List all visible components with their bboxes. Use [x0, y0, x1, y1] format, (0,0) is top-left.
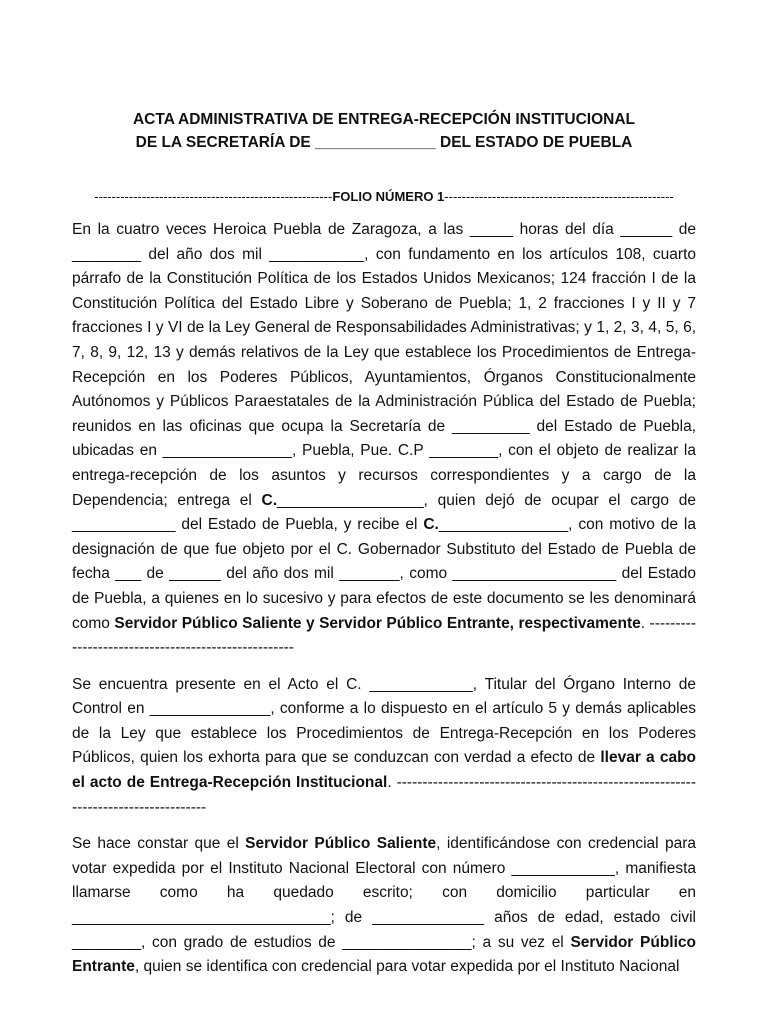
folio-line [72, 188, 696, 206]
p1-bold-f: Servidor Público Saliente y Servidor Público Entrante, respectivamente [114, 614, 641, 632]
document-title [72, 108, 696, 154]
p3-text-e: , quien se identifica con credencial para votar expedida por el Instituto Nacional [134, 958, 680, 976]
folio-label: FOLIO NÚMERO 1 [332, 189, 445, 204]
p3-text-c: , identificándose con credencial para votar expedida por el Instituto Nacional Electoral con número ____________, manifiesta llamarse como ha quedado escrito; con domicilio particular en ______________________________; de _____________ años de edad, estado civil ________, con grado de estudios de _______________; a su vez el [72, 835, 696, 951]
title-line-1: ACTA ADMINISTRATIVA DE ENTREGA-RECEPCIÓN INSTITUCIONAL [132, 111, 636, 128]
p1-text-a: En la cuatro veces Heroica Puebla de Zaragoza, a las _____ horas del día ______ de ________ del año dos mil ___________, con fundamento en los artículos 108, cuarto párrafo de la Constitución Política de los Estados Unidos Mexicanos; 124 fracción I de la Constitución Política del Estado Libre y Soberano de Puebla; 1, 2 fracciones I y II y 7 fracciones I y VI de la Ley General de Responsabilidades Administrativas; y 1, 2, 3, 4, 5, 6, 7, 8, 9, 12, 13 y demás relativos de la Ley que establece los Procedimientos de Entrega-Recepción en los Poderes Públicos, Ayuntamientos, Órganos Constitucionalmente Autónomos y Públicos Paraestatales de la Administración Pública del Estado de Puebla; reunidos en las oficinas que ocupa la Secretaría de _________ del Estado de Puebla, ubicadas en _______________, Puebla, Pue. C.P ________, con el objeto de realizar la entrega-recepción de los asuntos y recursos correspondientes y a cargo de la Dependencia; entrega el [72, 221, 696, 509]
p1-text-e: _______________, con motivo de la designación de que fue objeto por el C. Gobernador Substituto del Estado de Puebla de fecha ___ de ______ del año dos mil _______, como ___________________ del Estado de Puebla, a quienes en lo sucesivo y para efectos de este documento se les denominará como [72, 516, 696, 632]
p2-text-a: Se encuentra presente en el Acto el C. ____________, Titular del Órgano Interno de Control en ______________, conforme a lo dispuesto en el artículo 5 y demás aplicables de la Ley que establece los Procedimientos de Entrega-Recepción en los Poderes Públicos, quien los exhorta para que se conduzcan con verdad a efecto de [72, 675, 696, 767]
p2-bold-b: llevar a cabo el acto de Entrega-Recepción Institucional [72, 749, 697, 792]
p1-bold-b: C. [261, 491, 278, 509]
paragraph-3 [72, 832, 696, 980]
p3-text-a: Se hace constar que el [72, 835, 246, 853]
p1-text-c: _________________, quien dejó de ocupar el cargo de ____________ del Estado de Puebla, y recibe el [72, 491, 696, 534]
folio-dashes-right: ----------------------------------------------------- [444, 189, 674, 204]
p3-bold-b: Servidor Público Saliente [245, 835, 437, 853]
paragraph-2 [72, 673, 696, 821]
p1-bold-d: C. [423, 516, 439, 534]
p3-bold-d: Servidor Público Entrante [72, 933, 696, 976]
p1-text-g: . ---------------------------------------------------- [72, 614, 696, 657]
paragraph-1 [72, 218, 696, 661]
folio-dashes-left: ------------------------------------------------------- [94, 189, 333, 204]
title-line-2: DE LA SECRETARÍA DE ______________ DEL ESTADO DE PUEBLA [135, 134, 633, 151]
p2-text-c: . ------------------------------------------------------------------------------------ [72, 774, 696, 816]
document-body [72, 218, 696, 992]
